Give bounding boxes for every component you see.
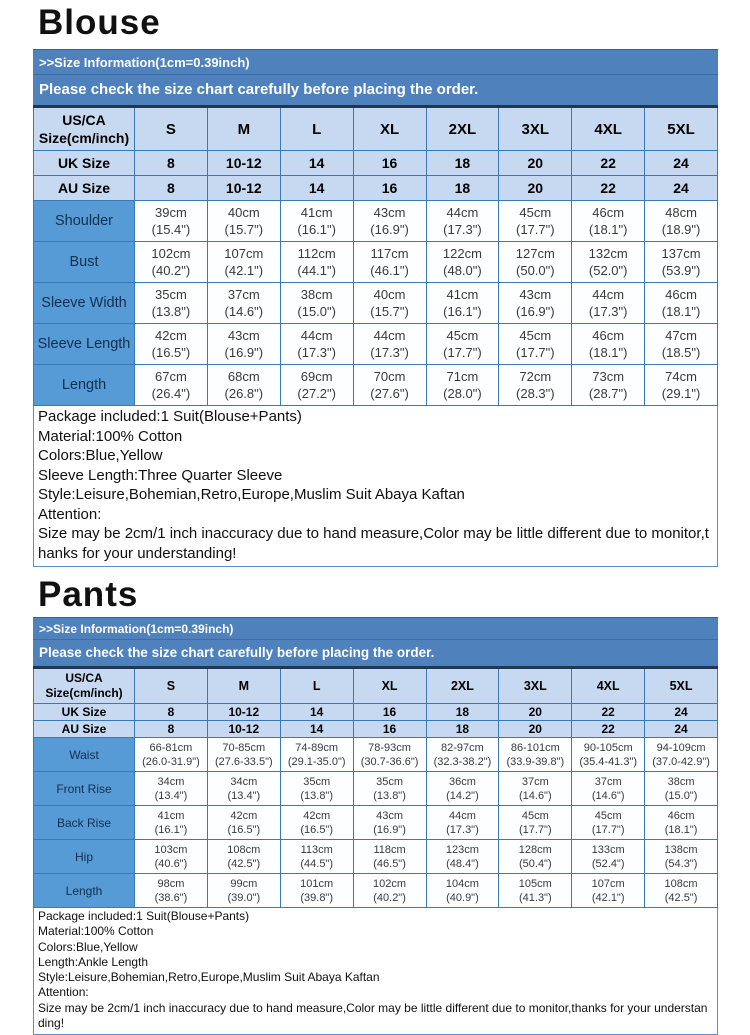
pants-info-box — [33, 908, 718, 1035]
measure-cell: 37cm (14.6") — [499, 772, 572, 806]
measure-cell: 41cm (16.1") — [135, 806, 208, 840]
column-header-s: S — [135, 107, 208, 151]
size-cell: 10-12 — [207, 721, 280, 738]
measure-cell: 44cm (17.3") — [353, 324, 426, 365]
measure-cell: 35cm (13.8") — [135, 283, 208, 324]
blouse-size-row — [34, 151, 718, 176]
size-cell: 20 — [499, 176, 572, 201]
measure-cell: 45cm (17.7") — [426, 324, 499, 365]
corner-cell: US/CA Size(cm/inch) — [34, 107, 135, 151]
measure-cell: 35cm (13.8") — [353, 772, 426, 806]
measure-cell: 45cm (17.7") — [499, 201, 572, 242]
size-cell: 20 — [499, 151, 572, 176]
measure-cell: 118cm (46.5") — [353, 840, 426, 874]
column-header-m: M — [207, 668, 280, 704]
size-cell: 8 — [135, 176, 208, 201]
measure-cell: 108cm (42.5") — [645, 874, 718, 908]
measure-cell: 112cm (44.1") — [280, 242, 353, 283]
size-cell: 14 — [280, 721, 353, 738]
measure-cell: 43cm (16.9") — [499, 283, 572, 324]
measure-cell: 94-109cm (37.0-42.9") — [645, 738, 718, 772]
measure-cell: 46cm (18.1") — [572, 201, 645, 242]
size-cell: 18 — [426, 176, 499, 201]
measure-cell: 123cm (48.4") — [426, 840, 499, 874]
info-line: Attention: — [38, 985, 89, 1000]
size-row-label: UK Size — [34, 704, 135, 721]
measure-row-label: Length — [34, 874, 135, 908]
column-header-3xl: 3XL — [499, 668, 572, 704]
measure-cell: 74cm (29.1") — [645, 365, 718, 406]
measure-cell: 39cm (15.4") — [135, 201, 208, 242]
blouse-size-info-note: Please check the size chart carefully before placing the order. — [39, 81, 479, 98]
column-header-xl: XL — [353, 107, 426, 151]
measure-cell: 35cm (13.8") — [280, 772, 353, 806]
info-line: Sleeve Length:Three Quarter Sleeve — [38, 466, 283, 484]
size-cell: 18 — [426, 721, 499, 738]
measure-cell: 46cm (18.1") — [645, 806, 718, 840]
blouse-info-box — [33, 406, 718, 567]
measure-cell: 122cm (48.0") — [426, 242, 499, 283]
info-line: Colors:Blue,Yellow — [38, 447, 163, 464]
measure-cell: 46cm (18.1") — [572, 324, 645, 365]
column-header-4xl: 4XL — [572, 107, 645, 151]
measure-cell: 70-85cm (27.6-33.5") — [207, 738, 280, 772]
measure-cell: 67cm (26.4") — [135, 365, 208, 406]
info-line: Style:Leisure,Bohemian,Retro,Europe,Muslim Suit Abaya Kaftan — [38, 486, 465, 503]
measure-cell: 102cm (40.2") — [135, 242, 208, 283]
measure-cell: 42cm (16.5") — [135, 324, 208, 365]
size-cell: 16 — [353, 721, 426, 738]
measure-cell: 78-93cm (30.7-36.6") — [353, 738, 426, 772]
blouse-size-table — [33, 105, 718, 406]
measure-cell: 82-97cm (32.3-38.2") — [426, 738, 499, 772]
measure-cell: 42cm (16.5") — [280, 806, 353, 840]
measure-cell: 34cm (13.4") — [135, 772, 208, 806]
measure-cell: 43cm (16.9") — [353, 201, 426, 242]
column-header-l: L — [280, 107, 353, 151]
measure-cell: 107cm (42.1") — [572, 874, 645, 908]
measure-cell: 45cm (17.7") — [499, 806, 572, 840]
pants-size-info-banner — [33, 617, 718, 666]
pants-title: Pants — [38, 575, 139, 614]
measure-cell: 41cm (16.1") — [280, 201, 353, 242]
size-cell: 20 — [499, 704, 572, 721]
measure-cell: 44cm (17.3") — [280, 324, 353, 365]
column-header-xl: XL — [353, 668, 426, 704]
measure-cell: 37cm (14.6") — [207, 283, 280, 324]
pants-header-row — [34, 668, 718, 704]
size-cell: 22 — [572, 704, 645, 721]
measure-cell: 43cm (16.9") — [207, 324, 280, 365]
measure-row-label: Back Rise — [34, 806, 135, 840]
pants-measure-row — [34, 738, 718, 772]
measure-cell: 137cm (53.9") — [645, 242, 718, 283]
measure-cell: 98cm (38.6") — [135, 874, 208, 908]
size-cell: 10-12 — [207, 176, 280, 201]
measure-row-label: Sleeve Width — [34, 283, 135, 324]
column-header-s: S — [135, 668, 208, 704]
measure-cell: 104cm (40.9") — [426, 874, 499, 908]
column-header-2xl: 2XL — [426, 668, 499, 704]
measure-cell: 68cm (26.8") — [207, 365, 280, 406]
pants-size-info-label: >>Size Information(1cm=0.39inch) — [33, 618, 718, 640]
measure-cell: 44cm (17.3") — [426, 806, 499, 840]
pants-size-row — [34, 704, 718, 721]
measure-cell: 46cm (18.1") — [645, 283, 718, 324]
measure-cell: 133cm (52.4") — [572, 840, 645, 874]
measure-cell: 44cm (17.3") — [572, 283, 645, 324]
measure-cell: 43cm (16.9") — [353, 806, 426, 840]
size-cell: 18 — [426, 704, 499, 721]
info-line: Size may be 2cm/1 inch inaccuracy due to hand measure,Color may be little different due to monitor,thanks for your understanding! — [38, 1000, 708, 1031]
size-row-label: AU Size — [34, 721, 135, 738]
size-row-label: AU Size — [34, 176, 135, 201]
measure-cell: 117cm (46.1") — [353, 242, 426, 283]
blouse-title: Blouse — [38, 3, 161, 42]
measure-cell: 108cm (42.5") — [207, 840, 280, 874]
pants-size-row — [34, 721, 718, 738]
measure-row-label: Hip — [34, 840, 135, 874]
size-cell: 8 — [135, 151, 208, 176]
blouse-measure-row — [34, 201, 718, 242]
blouse-measure-row — [34, 283, 718, 324]
measure-cell: 70cm (27.6") — [353, 365, 426, 406]
measure-cell: 40cm (15.7") — [207, 201, 280, 242]
info-line: Package included:1 Suit(Blouse+Pants) — [38, 909, 250, 923]
blouse-header-row — [34, 107, 718, 151]
measure-cell: 101cm (39.8") — [280, 874, 353, 908]
info-line: Colors:Blue,Yellow — [38, 939, 138, 954]
column-header-4xl: 4XL — [572, 668, 645, 704]
column-header-5xl: 5XL — [645, 107, 718, 151]
measure-row-label: Shoulder — [34, 201, 135, 242]
measure-cell: 103cm (40.6") — [135, 840, 208, 874]
measure-cell: 48cm (18.9") — [645, 201, 718, 242]
measure-cell: 69cm (27.2") — [280, 365, 353, 406]
measure-row-label: Length — [34, 365, 135, 406]
blouse-measure-row — [34, 324, 718, 365]
measure-cell: 128cm (50.4") — [499, 840, 572, 874]
size-cell: 16 — [353, 151, 426, 176]
measure-cell: 44cm (17.3") — [426, 201, 499, 242]
size-cell: 20 — [499, 721, 572, 738]
size-cell: 24 — [645, 176, 718, 201]
info-line: Attention: — [38, 505, 102, 523]
size-cell: 22 — [572, 176, 645, 201]
info-line: Material:100% Cotton — [38, 924, 154, 939]
measure-cell: 102cm (40.2") — [353, 874, 426, 908]
measure-row-label: Sleeve Length — [34, 324, 135, 365]
size-row-label: UK Size — [34, 151, 135, 176]
size-cell: 24 — [645, 151, 718, 176]
pants-measure-row — [34, 772, 718, 806]
measure-cell: 86-101cm (33.9-39.8") — [499, 738, 572, 772]
pants-measure-row — [34, 840, 718, 874]
size-cell: 14 — [280, 176, 353, 201]
measure-cell: 40cm (15.7") — [353, 283, 426, 324]
info-line: Size may be 2cm/1 inch inaccuracy due to hand measure,Color may be little different due to monitor,thanks for your understanding! — [38, 525, 709, 562]
measure-cell: 37cm (14.6") — [572, 772, 645, 806]
size-cell: 24 — [645, 721, 718, 738]
blouse-size-row — [34, 176, 718, 201]
measure-cell: 107cm (42.1") — [207, 242, 280, 283]
corner-cell: US/CA Size(cm/inch) — [34, 668, 135, 704]
pants-measure-row — [34, 874, 718, 908]
measure-cell: 38cm (15.0") — [645, 772, 718, 806]
blouse-measure-row — [34, 242, 718, 283]
size-cell: 22 — [572, 721, 645, 738]
measure-cell: 47cm (18.5") — [645, 324, 718, 365]
size-cell: 10-12 — [207, 151, 280, 176]
measure-cell: 113cm (44.5") — [280, 840, 353, 874]
measure-cell: 127cm (50.0") — [499, 242, 572, 283]
pants-measure-row — [34, 806, 718, 840]
size-cell: 16 — [353, 704, 426, 721]
column-header-m: M — [207, 107, 280, 151]
measure-cell: 138cm (54.3") — [645, 840, 718, 874]
measure-cell: 90-105cm (35.4-41.3") — [572, 738, 645, 772]
column-header-5xl: 5XL — [645, 668, 718, 704]
measure-row-label: Bust — [34, 242, 135, 283]
blouse-size-info-banner — [33, 49, 718, 105]
measure-cell: 73cm (28.7") — [572, 365, 645, 406]
measure-cell: 38cm (15.0") — [280, 283, 353, 324]
size-cell: 14 — [280, 151, 353, 176]
measure-row-label: Waist — [34, 738, 135, 772]
column-header-3xl: 3XL — [499, 107, 572, 151]
info-line: Style:Leisure,Bohemian,Retro,Europe,Muslim Suit Abaya Kaftan — [38, 970, 380, 985]
size-cell: 10-12 — [207, 704, 280, 721]
measure-cell: 34cm (13.4") — [207, 772, 280, 806]
measure-cell: 99cm (39.0") — [207, 874, 280, 908]
size-cell: 18 — [426, 151, 499, 176]
blouse-size-info-label: >>Size Information(1cm=0.39inch) — [33, 50, 718, 75]
measure-cell: 71cm (28.0") — [426, 365, 499, 406]
size-cell: 8 — [135, 704, 208, 721]
size-cell: 16 — [353, 176, 426, 201]
size-cell: 24 — [645, 704, 718, 721]
pants-size-info-note: Please check the size chart carefully before placing the order. — [39, 645, 435, 660]
column-header-l: L — [280, 668, 353, 704]
size-cell: 22 — [572, 151, 645, 176]
measure-cell: 41cm (16.1") — [426, 283, 499, 324]
measure-cell: 45cm (17.7") — [499, 324, 572, 365]
measure-cell: 66-81cm (26.0-31.9") — [135, 738, 208, 772]
pants-size-table — [33, 666, 718, 908]
info-line: Package included:1 Suit(Blouse+Pants) — [38, 408, 302, 425]
info-line: Material:100% Cotton — [38, 427, 183, 445]
size-cell: 8 — [135, 721, 208, 738]
measure-cell: 132cm (52.0") — [572, 242, 645, 283]
measure-cell: 72cm (28.3") — [499, 365, 572, 406]
column-header-2xl: 2XL — [426, 107, 499, 151]
blouse-measure-row — [34, 365, 718, 406]
measure-cell: 42cm (16.5") — [207, 806, 280, 840]
info-line: Length:Ankle Length — [38, 954, 149, 969]
measure-cell: 105cm (41.3") — [499, 874, 572, 908]
measure-cell: 45cm (17.7") — [572, 806, 645, 840]
measure-cell: 36cm (14.2") — [426, 772, 499, 806]
measure-row-label: Front Rise — [34, 772, 135, 806]
size-cell: 14 — [280, 704, 353, 721]
measure-cell: 74-89cm (29.1-35.0") — [280, 738, 353, 772]
